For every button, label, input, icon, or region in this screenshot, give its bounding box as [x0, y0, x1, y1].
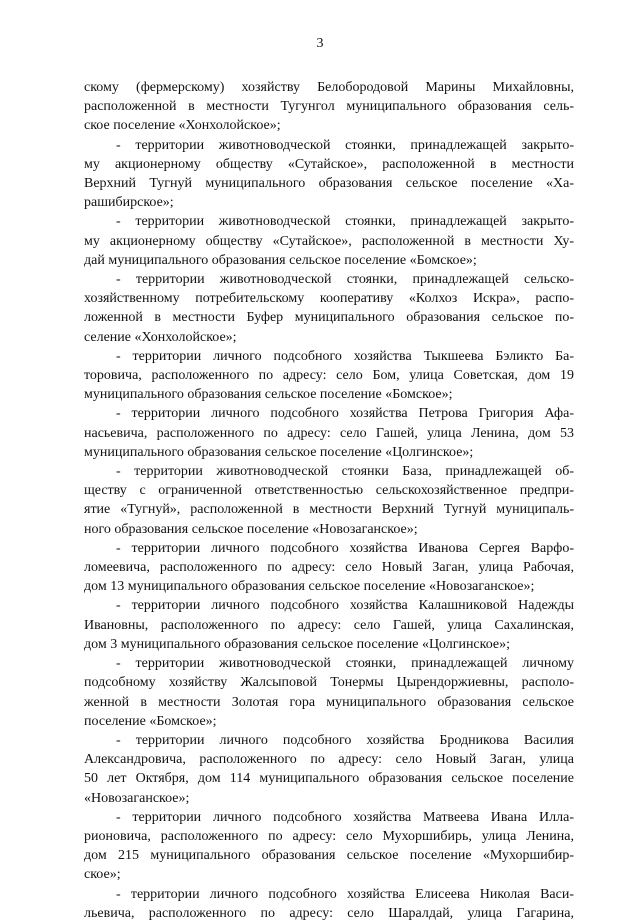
text-line: расположенной в местности Тугунгол муниципального образования сель- [84, 99, 574, 115]
text-line: женной в местности Золотая гора муниципального образования сельское [84, 694, 574, 710]
text-line: Верхний Тугнуй муниципального образования сельское поселение «Ха- [84, 176, 574, 192]
text-line: - территории животноводческой стоянки, принадлежащей личному [116, 656, 574, 672]
text-line: муниципального образования сельское поселение «Цолгинское»; [84, 444, 474, 460]
text-line: рионовича, расположенного по адресу: село Мухоршибирь, улица Ленина, [84, 828, 574, 844]
text-line: - территории личного подсобного хозяйства Матвеева Ивана Илла- [116, 809, 574, 825]
text-line: ское поселение «Хонхолойское»; [84, 118, 281, 134]
text-line: - территории животноводческой стоянки, принадлежащей закрыто- [116, 214, 574, 230]
text-line: ложенной в местности Буфер муниципального образования сельское по- [84, 310, 574, 326]
text-line: поселение «Бомское»; [84, 713, 217, 729]
text-line: «Новозаганское»; [84, 790, 190, 806]
text-line: дай муниципального образования сельское поселение «Бомское»; [84, 252, 477, 268]
text-line: ного образования сельское поселение «Новозаганское»; [84, 521, 418, 537]
text-line: ществу с ограниченной ответственностью сельскохозяйственное предпри- [84, 483, 574, 499]
text-line: муниципального образования сельское поселение «Бомское»; [84, 387, 453, 403]
text-line: му акционерному обществу «Сутайское», расположенной в местности [84, 156, 574, 172]
page-number: 3 [316, 36, 324, 51]
text-line: хозяйственному потребительскому кооперативу «Колхоз Искра», распо- [84, 291, 574, 307]
text-line: - территории личного подсобного хозяйства Бродникова Василия [116, 732, 574, 748]
text-line: ятие «Тугнуй», расположенной в местности Верхний Тугнуй муниципаль- [84, 502, 574, 518]
text-line: 50 лет Октября, дом 114 муниципального образования сельское поселение [84, 771, 574, 787]
text-line: - территории животноводческой стоянки База, принадлежащей об- [116, 464, 574, 480]
text-line: дом 215 муниципального образования сельское поселение «Мухоршибир- [84, 848, 574, 864]
text-line: Александровича, расположенного по адресу: село Новый Заган, улица [84, 752, 574, 768]
text-line: насьевича, расположенного по адресу: село Гашей, улица Ленина, дом 53 [84, 425, 574, 441]
text-line: рашибирское»; [84, 195, 174, 211]
text-line: ломеевича, расположенного по адресу: село Новый Заган, улица Рабочая, [84, 560, 574, 576]
text-line: - территории личного подсобного хозяйства Иванова Сергея Варфо- [116, 540, 574, 556]
text-line: льевича, расположенного по адресу: село Шаралдай, улица Гагарина, [84, 905, 574, 921]
text-line: - территории животноводческой стоянки, принадлежащей закрыто- [116, 137, 574, 153]
text-line: - территории личного подсобного хозяйства Петрова Григория Афа- [116, 406, 574, 422]
text-line: скому (фермерскому) хозяйству Белобородовой Марины Михайловны, [84, 80, 574, 95]
text-line: дом 13 муниципального образования сельское поселение «Новозаганское»; [84, 579, 535, 595]
document-body [84, 78, 574, 923]
text-line: - территории личного подсобного хозяйства Калашниковой Надежды [116, 598, 574, 614]
text-line: Ивановны, расположенного по адресу: село Гашей, улица Сахалинская, [84, 617, 574, 633]
text-line: селение «Хонхолойское»; [84, 329, 237, 345]
text-line: му акционерному обществу «Сутайское», расположенной в местности Ху- [84, 233, 574, 249]
text-line: - территории животноводческой стоянки, принадлежащей сельско- [116, 272, 574, 288]
text-line: - территории личного подсобного хозяйства Елисеева Николая Васи- [116, 886, 574, 902]
text-line: торовича, расположенного по адресу: село Бом, улица Советская, дом 19 [84, 368, 574, 384]
text-line: ское»; [84, 867, 121, 883]
text-line: - территории личного подсобного хозяйства Тыкшеева Бэликто Ба- [116, 348, 574, 364]
text-line: дом 3 муниципального образования сельское поселение «Цолгинское»; [84, 636, 511, 652]
text-line: подсобному хозяйству Жалсыповой Тонермы Цырендоржиевны, располо- [84, 675, 574, 691]
